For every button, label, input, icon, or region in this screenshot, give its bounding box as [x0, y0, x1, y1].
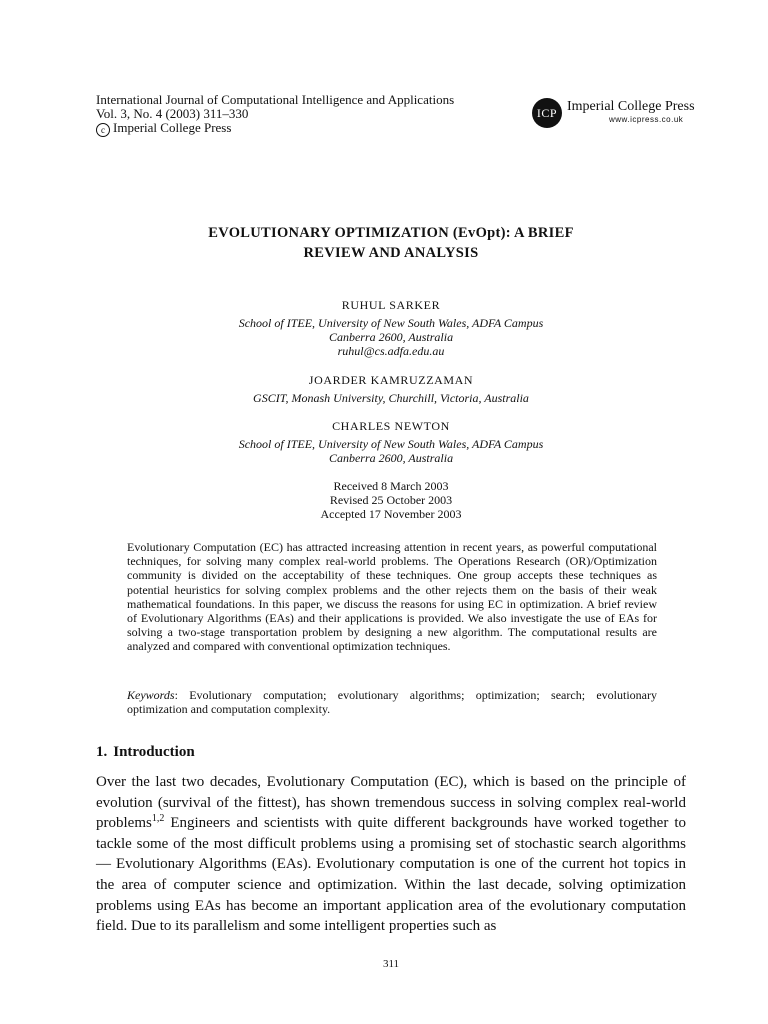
- publisher-name: Imperial College Press: [567, 99, 695, 114]
- date-received: Received 8 March 2003: [333, 479, 449, 493]
- author-affiliation: GSCIT, Monash University, Churchill, Victoria, Australia: [253, 391, 529, 405]
- title-line-2: REVIEW AND ANALYSIS: [303, 245, 479, 261]
- author-name: CHARLES NEWTON: [332, 419, 450, 433]
- section-number: 1.: [96, 744, 108, 760]
- journal-header: [96, 93, 536, 137]
- abstract: Evolutionary Computation (EC) has attracted increasing attention in recent years, as powerful computational techniques, for solving many complex real-world problems. The Operations Research (OR)/Optimization community is divided on the acceptability of these techniques. One group accepts these techniques as potential heuristics for solving complex problems and the other rejects them on the basis of their weak mathematical foundations. In this paper, we discuss the reasons for using EC in optimization. A brief review of Evolutionary Algorithms (EAs) and their applications is provided. We also investigate the use of EAs for solving a two-stage transportation problem by designing a new algorithm. The computational results are analyzed and compared with conventional optimization techniques.: [127, 540, 657, 654]
- keywords-text: : Evolutionary computation; evolutionary algorithms; optimization; search; evolutionary optimization and computation complexity.: [127, 688, 657, 717]
- author-block-2: [96, 373, 686, 405]
- author-name: JOARDER KAMRUZZAMAN: [308, 373, 474, 387]
- page-number: 311: [382, 958, 400, 970]
- paper-title: [96, 223, 686, 263]
- author-affiliation: Canberra 2600, Australia: [328, 451, 454, 465]
- author-name: RUHUL SARKER: [341, 298, 441, 312]
- author-affiliation: Canberra 2600, Australia: [328, 330, 454, 344]
- section-heading: [96, 744, 195, 761]
- author-affiliation: School of ITEE, University of New South Wales, ADFA Campus: [238, 437, 544, 451]
- keywords-label: Keywords: [127, 688, 175, 702]
- date-accepted: Accepted 17 November 2003: [320, 507, 462, 521]
- author-block-1: [96, 298, 686, 358]
- body-paragraph: [96, 772, 686, 937]
- date-revised: Revised 25 October 2003: [329, 493, 453, 507]
- journal-name: International Journal of Computational Intelligence and Applications: [96, 92, 455, 107]
- author-email: ruhul@cs.adfa.edu.au: [337, 344, 445, 358]
- icp-logo-icon: ICP: [532, 98, 562, 128]
- keywords: [127, 688, 657, 716]
- copyright-line: [96, 121, 536, 137]
- author-affiliation: School of ITEE, University of New South Wales, ADFA Campus: [238, 316, 544, 330]
- title-line-1: EVOLUTIONARY OPTIMIZATION (EvOpt): A BRIEF: [208, 225, 574, 241]
- author-block-3: [96, 419, 686, 465]
- publisher-logo: [532, 96, 695, 128]
- citation-superscript: 1,2: [151, 813, 165, 825]
- body-text-part-1: Over the last two decades, Evolutionary Computation (EC), which is based on the principle of evolution (survival of the fittest), has shown tremendous success in solving complex real-world problems: [96, 774, 686, 832]
- submission-dates: [96, 479, 686, 521]
- body-text-part-2: Engineers and scientists with quite different backgrounds have worked together to tackle some of the most difficult problems using a promising set of stochastic search algorithms — Evolutionary Algorithms (EAs). Evolutionary computation is one of the current hot topics in the area of computer science and optimization. Within the last decade, solving optimization problems using EAs has become an important application area of the evolutionary computation field. Due to its parallelism and some intelligent properties such as: [96, 815, 686, 935]
- copyright-icon: c: [96, 123, 110, 137]
- journal-volume: Vol. 3, No. 4 (2003) 311–330: [96, 106, 249, 121]
- section-title: Introduction: [113, 744, 195, 760]
- publisher-url: www.icpress.co.uk: [609, 115, 684, 124]
- copyright-holder: Imperial College Press: [113, 120, 232, 135]
